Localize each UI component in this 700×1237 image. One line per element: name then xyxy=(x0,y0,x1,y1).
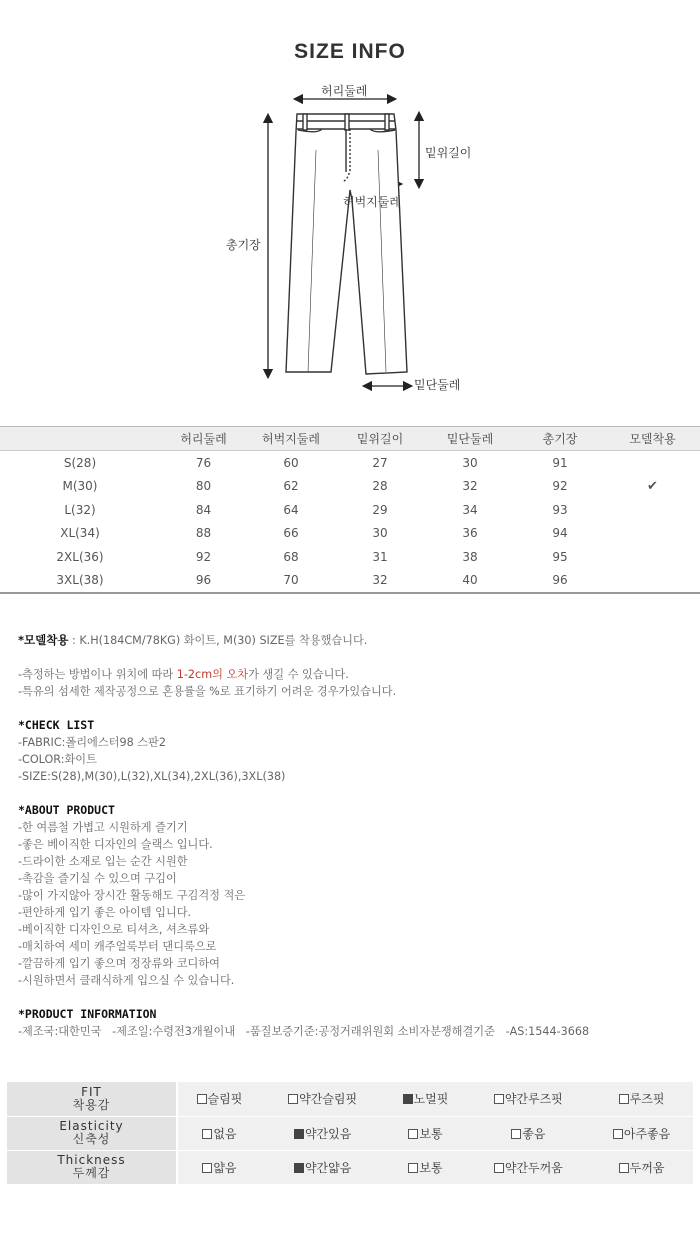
list-item: -드라이한 소재로 입는 순간 시원한 xyxy=(18,855,188,868)
header-waist: 허리둘레 xyxy=(160,427,247,451)
checkbox-icon xyxy=(494,1163,504,1173)
list-item: -편안하게 입기 좋은 아이템 입니다. xyxy=(18,906,192,919)
model-cell xyxy=(605,545,700,569)
thickness-option: 약간얇음 xyxy=(261,1150,385,1184)
checkbox-icon xyxy=(202,1163,212,1173)
thickness-row xyxy=(7,1150,693,1184)
list-item: -COLOR:화이트 xyxy=(18,753,97,766)
length-cell: 91 xyxy=(552,455,568,470)
list-item: -매치하여 세미 캐주얼룩부터 댄디룩으로 xyxy=(18,940,217,953)
checkbox-icon xyxy=(408,1129,418,1139)
hem-cell: 40 xyxy=(425,569,515,593)
product-info-section xyxy=(18,632,688,1040)
header-model: 모델착용 xyxy=(605,427,700,451)
fit-option: 루즈핏 xyxy=(590,1082,693,1116)
length-cell: 95 xyxy=(552,550,568,565)
pants-diagram xyxy=(0,0,700,420)
list-item: -깔끔하게 입기 좋으며 정장류와 코디하여 xyxy=(18,957,220,970)
fit-option: 슬림핏 xyxy=(177,1082,261,1116)
length-cell: 93 xyxy=(552,502,568,517)
hem-cell: 30 xyxy=(462,455,478,470)
waist-cell: 76 xyxy=(195,455,212,470)
checkbox-icon xyxy=(619,1163,629,1173)
table-row xyxy=(0,545,700,569)
size-cell: L(32) xyxy=(64,502,96,517)
elasticity-option: 없음 xyxy=(177,1116,261,1150)
elasticity-option: 좋음 xyxy=(467,1116,591,1150)
checkbox-icon xyxy=(288,1094,298,1104)
hem-cell: 36 xyxy=(462,526,478,541)
checkmark-icon: ✔ xyxy=(647,478,658,494)
table-row xyxy=(0,451,700,475)
fit-label: FIT 착용감 xyxy=(7,1082,177,1116)
list-item: -한 여름철 가볍고 시원하게 즐기기 xyxy=(18,821,188,834)
list-item: -좋은 베이직한 디자인의 슬랙스 입니다. xyxy=(18,838,213,851)
rise-cell: 28 xyxy=(372,479,388,494)
thickness-option: 두꺼움 xyxy=(590,1150,693,1184)
size-cell: S(28) xyxy=(63,455,97,470)
checkbox-icon xyxy=(408,1163,418,1173)
header-rise: 밑위길이 xyxy=(335,427,425,451)
header-thigh: 허벅지둘레 xyxy=(247,427,335,451)
length-label: 총기장 xyxy=(226,238,261,252)
rise-label: 밑위길이 xyxy=(425,146,472,160)
checkbox-icon xyxy=(202,1129,212,1139)
table-row xyxy=(0,498,700,522)
thigh-cell: 66 xyxy=(283,526,299,541)
waist-cell: 96 xyxy=(160,569,247,593)
checkbox-checked-icon xyxy=(294,1163,304,1173)
fit-row xyxy=(7,1082,693,1116)
size-cell: 2XL(36) xyxy=(56,550,104,565)
thigh-label: 허벅지둘레 xyxy=(343,195,401,209)
fit-option: 약간슬림핏 xyxy=(261,1082,385,1116)
elasticity-row xyxy=(7,1116,693,1150)
thigh-cell: 70 xyxy=(247,569,335,593)
rise-cell: 29 xyxy=(372,502,388,517)
table-row xyxy=(0,474,700,498)
waist-cell: 80 xyxy=(195,479,212,494)
thigh-cell: 64 xyxy=(283,502,299,517)
list-item: -많이 가지않아 장시간 활동해도 구김걱정 적은 xyxy=(18,889,246,902)
waist-cell: 84 xyxy=(195,502,212,517)
header-length: 총기장 xyxy=(515,427,605,451)
about-heading: *ABOUT PRODUCT xyxy=(18,803,115,817)
thigh-cell: 62 xyxy=(283,479,299,494)
fit-table xyxy=(7,1082,693,1185)
thickness-option: 보통 xyxy=(384,1150,466,1184)
product-information-heading: *PRODUCT INFORMATION xyxy=(18,1007,157,1021)
product-information-text: -제조국:대한민국 -제조일:수령전3개월이내 -품질보증기준:공정거래위원회 소비자분쟁해결기준 -AS:1544-3668 xyxy=(18,1025,590,1038)
list-item: -시원하면서 클래식하게 입으실 수 있습니다. xyxy=(18,974,235,987)
list-item: -촉감을 즐기실 수 있으며 구김이 xyxy=(18,872,177,885)
header-hem: 밑단둘레 xyxy=(425,427,515,451)
elasticity-option: 아주좋음 xyxy=(590,1116,693,1150)
length-cell: 96 xyxy=(515,569,605,593)
size-cell: 3XL(38) xyxy=(0,569,160,593)
waist-cell: 92 xyxy=(195,550,212,565)
tolerance-highlight: 1-2cm의 오차 xyxy=(176,668,249,681)
model-line xyxy=(18,632,688,649)
size-table-header xyxy=(0,427,700,451)
model-cell xyxy=(605,569,700,593)
fit-option: 노멀핏 xyxy=(384,1082,466,1116)
size-table xyxy=(0,426,700,594)
thickness-option: 얇음 xyxy=(177,1150,261,1184)
elasticity-option: 보통 xyxy=(384,1116,466,1150)
pants-illustration xyxy=(0,0,700,420)
thigh-cell: 68 xyxy=(283,550,299,565)
list-item: -베이직한 디자인으로 티셔츠, 셔츠류와 xyxy=(18,923,210,936)
waist-cell: 88 xyxy=(195,526,212,541)
note-line: -특유의 섬세한 제작공정으로 혼용률을 %로 표기하기 어려운 경우가있습니다. xyxy=(18,685,397,698)
model-cell xyxy=(605,498,700,522)
length-cell: 94 xyxy=(552,526,568,541)
model-cell xyxy=(605,451,700,475)
checkbox-icon xyxy=(197,1094,207,1104)
length-cell: 92 xyxy=(552,479,568,494)
list-item: -SIZE:S(28),M(30),L(32),XL(34),2XL(36),3XL(38) xyxy=(18,770,286,783)
elasticity-option: 약간있음 xyxy=(261,1116,385,1150)
size-cell: M(30) xyxy=(62,479,98,494)
rise-cell: 31 xyxy=(372,550,388,565)
list-item: -FABRIC:폴리에스터98 스판2 xyxy=(18,736,166,749)
rise-cell: 32 xyxy=(335,569,425,593)
thigh-cell: 60 xyxy=(283,455,299,470)
checkbox-checked-icon xyxy=(294,1129,304,1139)
hem-label: 밑단둘레 xyxy=(414,378,461,392)
thickness-option: 약간두꺼움 xyxy=(467,1150,591,1184)
checkbox-icon xyxy=(619,1094,629,1104)
fit-option: 약간루즈핏 xyxy=(467,1082,591,1116)
size-cell: XL(34) xyxy=(60,526,100,541)
note-line: -측정하는 방법이나 위치에 따라 1-2cm의 오차가 생길 수 있습니다. xyxy=(18,668,349,681)
page-title: SIZE INFO xyxy=(294,40,406,63)
table-row xyxy=(0,522,700,546)
header-size xyxy=(0,427,160,451)
checkbox-icon xyxy=(511,1129,521,1139)
model-cell xyxy=(605,522,700,546)
model-text: : K.H(184CM/78KG) 화이트, M(30) SIZE를 착용했습니다. xyxy=(68,634,368,647)
checkbox-icon xyxy=(494,1094,504,1104)
checkbox-icon xyxy=(613,1129,623,1139)
waist-label: 허리둘레 xyxy=(321,84,368,98)
rise-cell: 30 xyxy=(372,526,388,541)
hem-cell: 34 xyxy=(462,502,478,517)
hem-cell: 38 xyxy=(462,550,478,565)
check-list-heading: *CHECK LIST xyxy=(18,718,95,732)
checkbox-checked-icon xyxy=(403,1094,413,1104)
thickness-label: Thickness 두께감 xyxy=(7,1150,177,1184)
hem-cell: 32 xyxy=(462,479,478,494)
table-row xyxy=(0,569,700,593)
model-heading: *모델착용 xyxy=(18,633,69,647)
elasticity-label: Elasticity 신축성 xyxy=(7,1116,177,1150)
rise-cell: 27 xyxy=(372,455,388,470)
